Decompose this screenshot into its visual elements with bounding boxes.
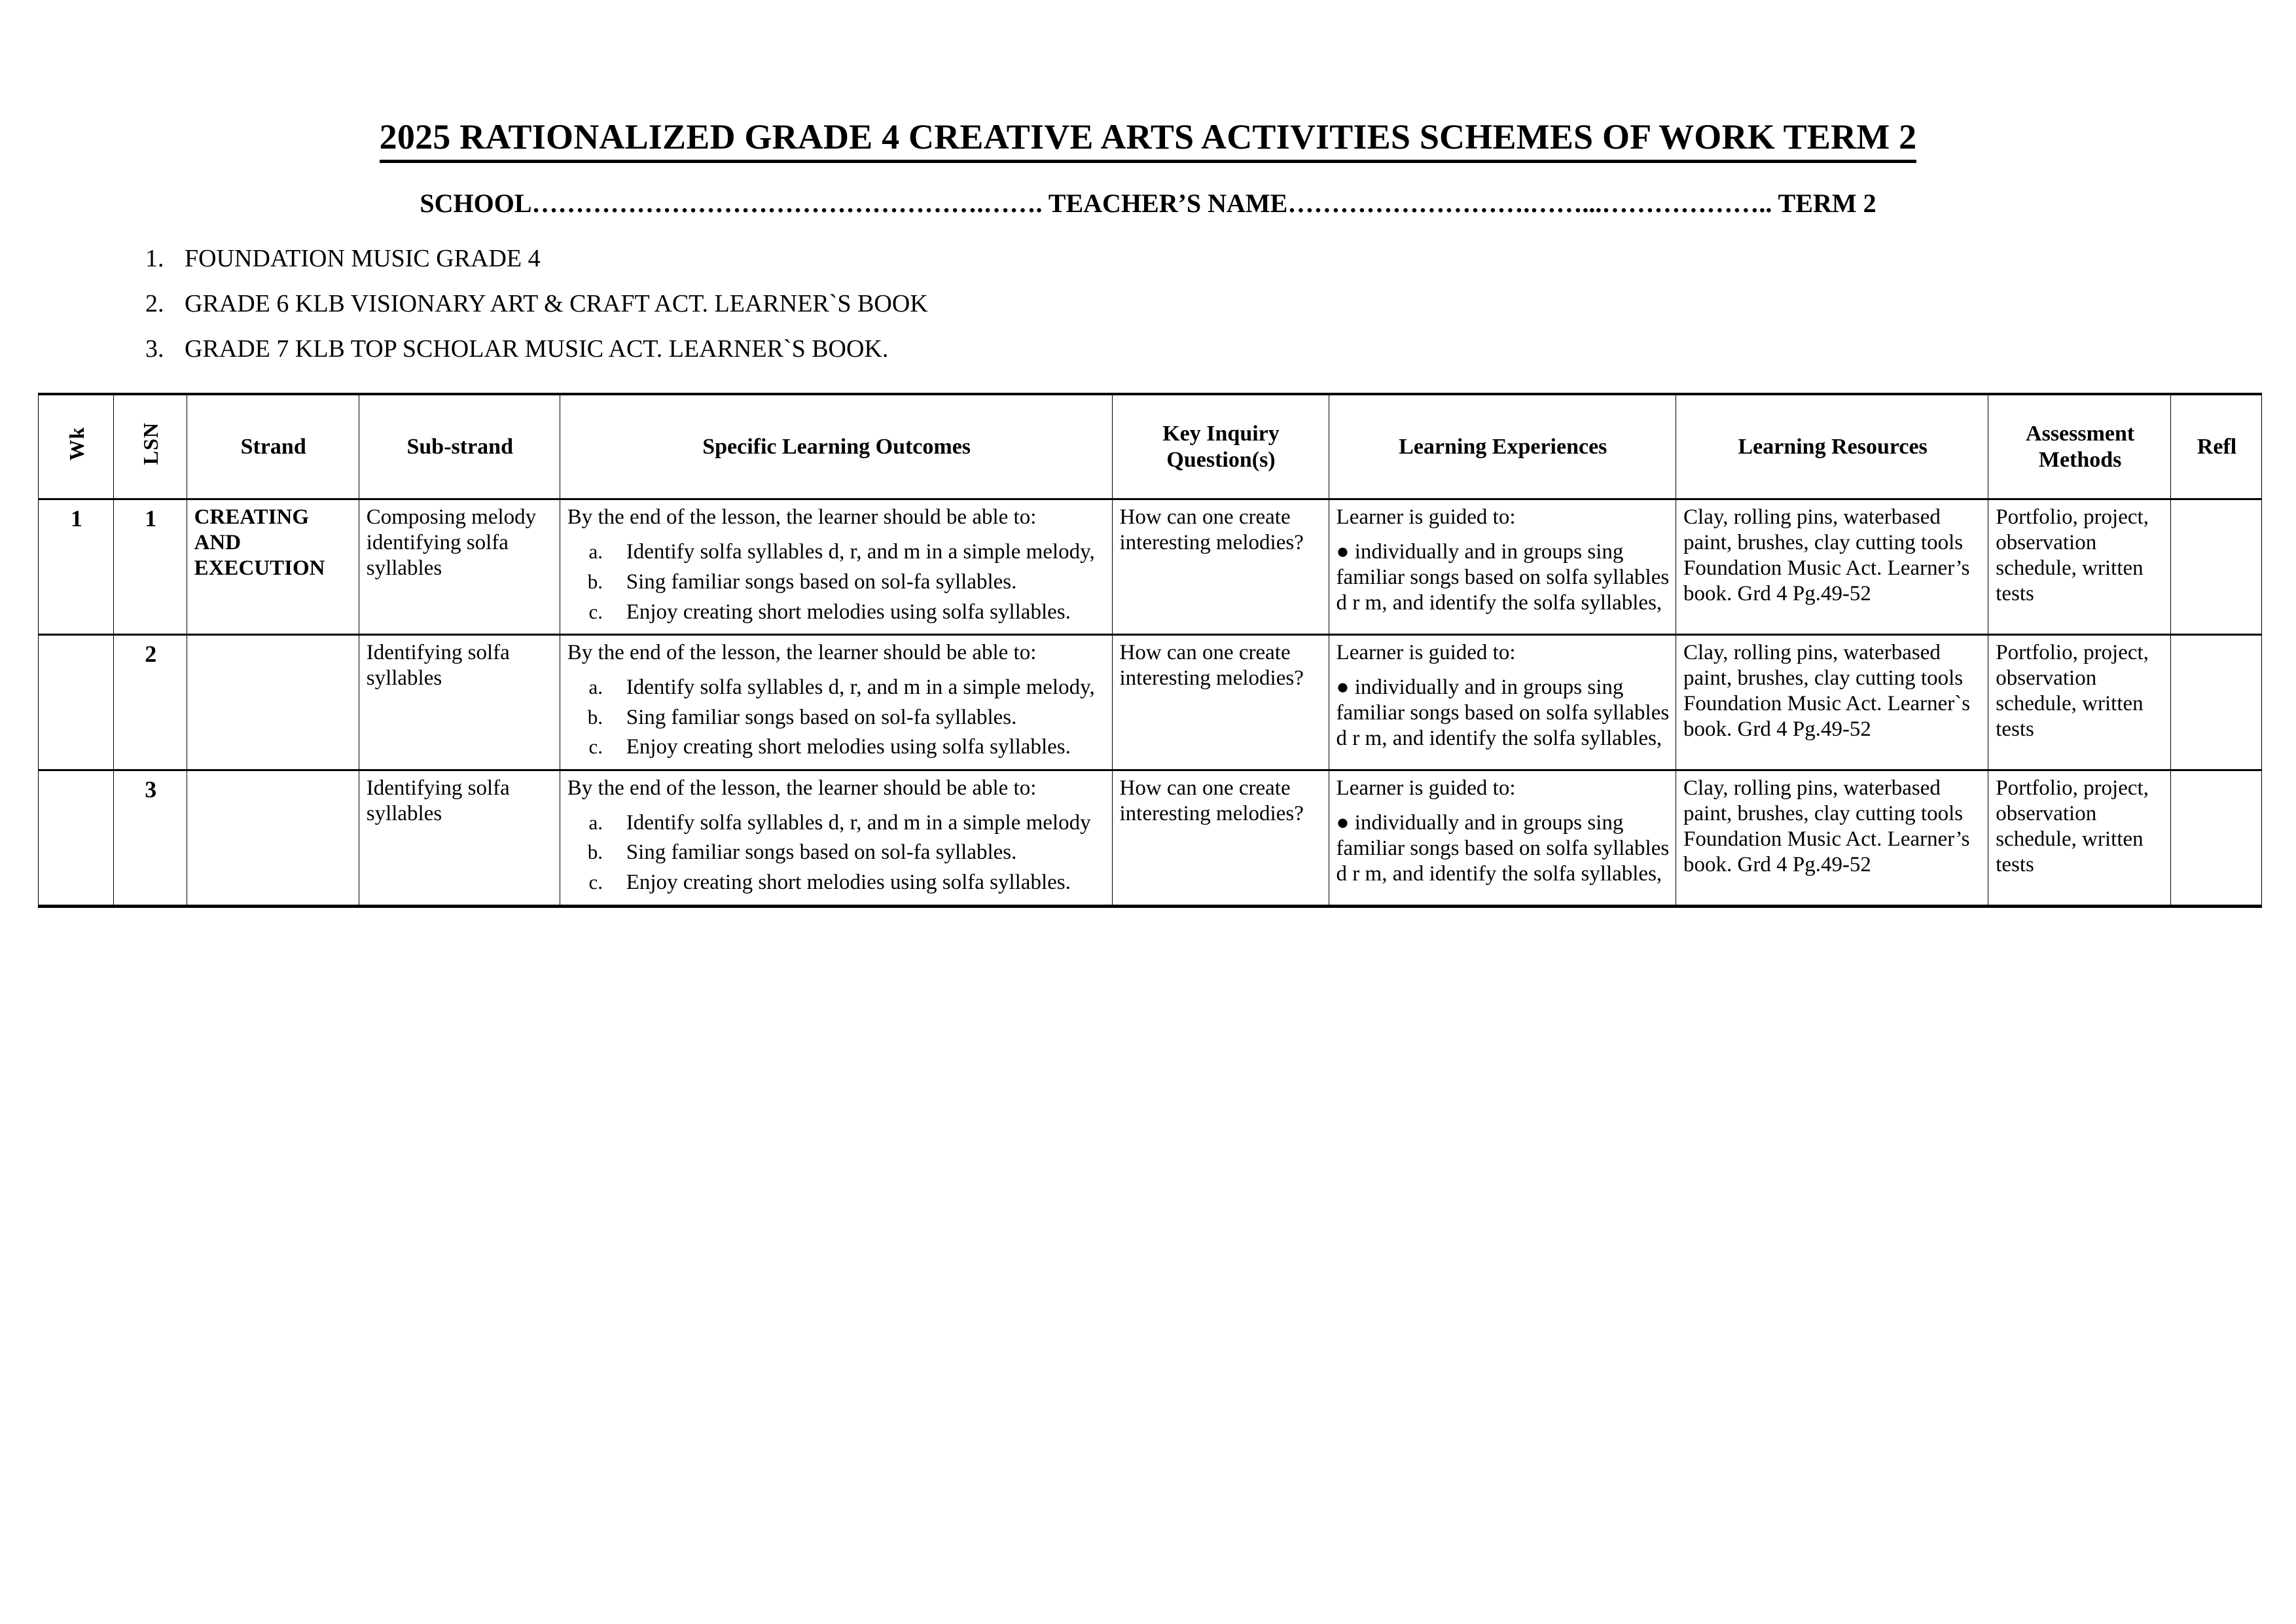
- table-row: [39, 635, 2262, 770]
- experience-bullet: ● individually and in groups sing familiar songs based on solfa syllables d r m, and identify the solfa syllables,: [1336, 810, 1670, 886]
- cell-key-inquiry-question: How can one create interesting melodies?: [1112, 770, 1329, 906]
- key-inquiry-line-2: Question(s): [1166, 447, 1276, 472]
- cell-learning-resources: [1676, 499, 1988, 635]
- cell-wk: [39, 770, 114, 906]
- cell-specific-learning-outcomes: [560, 770, 1112, 906]
- column-header-strand: Strand: [187, 394, 359, 499]
- list-item: a. Identify solfa syllables d, r, and m in a simple melody,: [608, 675, 1106, 701]
- column-header-sub-strand: Sub-strand: [359, 394, 560, 499]
- cell-assessment-methods: Portfolio, project, observation schedule, written tests: [1988, 635, 2171, 770]
- cell-specific-learning-outcomes: [560, 499, 1112, 635]
- outcomes-lead: By the end of the lesson, the learner should be able to:: [567, 641, 1037, 665]
- outcomes-list: [567, 675, 1106, 761]
- column-header-learning-experiences: Learning Experiences: [1329, 394, 1676, 499]
- cell-learning-experiences: [1329, 499, 1676, 635]
- column-header-key-inquiry-questions: [1112, 394, 1329, 499]
- cell-learning-resources: [1676, 770, 1988, 906]
- experiences-bullets: [1336, 675, 1670, 751]
- cell-key-inquiry-question: How can one create interesting melodies?: [1112, 499, 1329, 635]
- page-title: [0, 0, 2296, 156]
- cell-refl: [2171, 499, 2262, 635]
- list-item: b. Sing familiar songs based on sol-fa syllables.: [608, 840, 1106, 866]
- resource-line: Foundation Music Act. Learner’s book. Grd 4 Pg.49-52: [1683, 556, 1970, 606]
- cell-sub-strand: Composing melody identifying solfa syllables: [359, 499, 560, 635]
- cell-key-inquiry-question: How can one create interesting melodies?: [1112, 635, 1329, 770]
- experience-bullet: ● individually and in groups sing familiar songs based on solfa syllables d r m, and identify the solfa syllables,: [1336, 540, 1670, 615]
- cell-assessment-methods: Portfolio, project, observation schedule, written tests: [1988, 770, 2171, 906]
- outcomes-list: [567, 539, 1106, 625]
- assessment-line-1: Assessment: [2026, 421, 2135, 446]
- experiences-lead: Learner is guided to:: [1336, 641, 1516, 665]
- cell-refl: [2171, 770, 2262, 906]
- cell-sub-strand: Identifying solfa syllables: [359, 635, 560, 770]
- assessment-line-2: Methods: [2038, 447, 2122, 472]
- list-item: b. Sing familiar songs based on sol-fa syllables.: [608, 569, 1106, 596]
- cell-strand: [187, 770, 359, 906]
- schemes-of-work-table-container: [0, 380, 2296, 907]
- experiences-lead: Learner is guided to:: [1336, 776, 1516, 800]
- list-item: 1. FOUNDATION MUSIC GRADE 4: [170, 245, 2296, 274]
- resource-line: Clay, rolling pins, waterbased paint, brushes, clay cutting tools: [1683, 776, 1964, 825]
- list-item: c. Enjoy creating short melodies using solfa syllables.: [608, 734, 1106, 761]
- cell-lsn: 1: [113, 499, 187, 635]
- cell-assessment-methods: Portfolio, project, observation schedule, written tests: [1988, 499, 2171, 635]
- column-header-specific-learning-outcomes: Specific Learning Outcomes: [560, 394, 1112, 499]
- experiences-bullets: [1336, 810, 1670, 887]
- cell-learning-experiences: [1329, 770, 1676, 906]
- list-item: a. Identify solfa syllables d, r, and m in a simple melody,: [608, 539, 1106, 566]
- column-header-wk: [39, 394, 114, 499]
- cell-wk: 1: [39, 499, 114, 635]
- table-body: [39, 499, 2262, 906]
- list-item: b. Sing familiar songs based on sol-fa syllables.: [608, 705, 1106, 731]
- schemes-of-work-table: [38, 393, 2262, 907]
- cell-refl: [2171, 635, 2262, 770]
- page-title-text: 2025 RATIONALIZED GRADE 4 CREATIVE ARTS ACTIVITIES SCHEMES OF WORK TERM 2: [380, 117, 1917, 163]
- outcomes-lead: By the end of the lesson, the learner should be able to:: [567, 505, 1037, 530]
- cell-lsn: 2: [113, 635, 187, 770]
- outcomes-list: [567, 810, 1106, 896]
- resource-line: Clay, rolling pins, waterbased paint, brushes, clay cutting tools: [1683, 505, 1964, 555]
- column-header-wk-label: Wk: [64, 427, 88, 461]
- cell-specific-learning-outcomes: [560, 635, 1112, 770]
- school-teacher-term-line: SCHOOL…………………………………………….……. TEACHER’S NAME……………………….……...……………….. TERM 2: [420, 189, 1876, 219]
- reference-books-list: [0, 219, 2296, 363]
- cell-learning-resources: [1676, 635, 1988, 770]
- cell-strand: [187, 635, 359, 770]
- cell-strand: CREATING AND EXECUTION: [187, 499, 359, 635]
- table-header-row: [39, 394, 2262, 499]
- column-header-lsn-label: LSN: [139, 422, 163, 465]
- experience-bullet: ● individually and in groups sing familiar songs based on solfa syllables d r m, and identify the solfa syllables,: [1336, 676, 1670, 750]
- table-row: [39, 770, 2262, 906]
- cell-sub-strand: Identifying solfa syllables: [359, 770, 560, 906]
- outcomes-lead: By the end of the lesson, the learner should be able to:: [567, 776, 1037, 800]
- experiences-bullets: [1336, 539, 1670, 616]
- resource-line: Foundation Music Act. Learner’s book. Grd 4 Pg.49-52: [1683, 827, 1970, 876]
- column-header-learning-resources: Learning Resources: [1676, 394, 1988, 499]
- list-item: c. Enjoy creating short melodies using solfa syllables.: [608, 600, 1106, 626]
- column-header-refl: Refl: [2171, 394, 2262, 499]
- key-inquiry-line-1: Key Inquiry: [1162, 421, 1280, 446]
- experiences-lead: Learner is guided to:: [1336, 505, 1516, 530]
- list-item: a. Identify solfa syllables d, r, and m in a simple melody: [608, 810, 1106, 837]
- list-item: 3. GRADE 7 KLB TOP SCHOLAR MUSIC ACT. LEARNERˋS BOOK.: [170, 335, 2296, 364]
- column-header-assessment-methods: [1988, 394, 2171, 499]
- list-item: c. Enjoy creating short melodies using solfa syllables.: [608, 870, 1106, 896]
- cell-lsn: 3: [113, 770, 187, 906]
- resource-line: Foundation Music Act. Learnerˋs book. Grd 4 Pg.49-52: [1683, 692, 1971, 741]
- column-header-lsn: [113, 394, 187, 499]
- table-row: [39, 499, 2262, 635]
- list-item: 2. GRADE 6 KLB VISIONARY ART & CRAFT ACT. LEARNERˋS BOOK: [170, 290, 2296, 319]
- cell-learning-experiences: [1329, 635, 1676, 770]
- cell-wk: [39, 635, 114, 770]
- resource-line: Clay, rolling pins, waterbased paint, brushes, clay cutting tools: [1683, 641, 1964, 691]
